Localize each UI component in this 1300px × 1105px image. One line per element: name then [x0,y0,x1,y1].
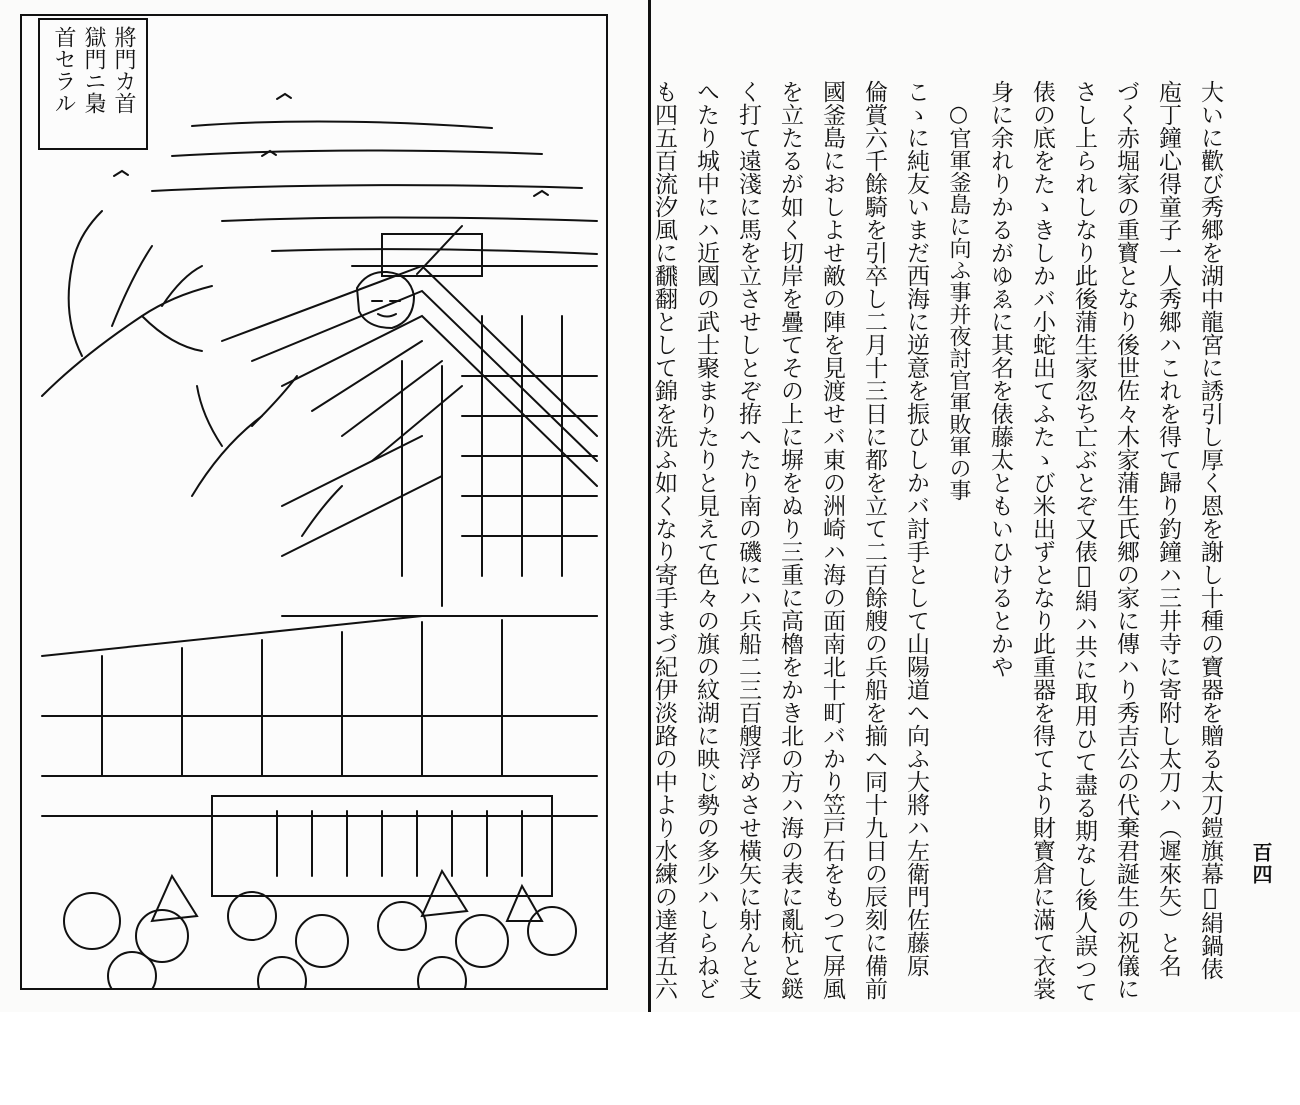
text-line: へたり城中にハ近國の武士聚まりたりと見えて色々の旗の紋湖に映じ勢の多少ハしらねど [693,80,719,1000]
caption-line: 獄門ニ梟 [81,26,106,114]
text-line: 庖丁鐘心得童子一人秀郷ハこれを得て歸り釣鐘ハ三井寺に寄附し太刀ハ（遲來矢）と名 [1155,80,1181,977]
section-heading: ○官軍釜島に向ふ事并夜討官軍敗軍の事 [946,102,971,501]
right-page [651,0,1300,1012]
page-number: 百四 [1249,842,1273,886]
text-line: 大いに歡び秀郷を湖中龍宮に誘引し厚く恩を謝し十種の寶器を贈る太刀鎧旗幕𩀱絹鍋俵 [1197,80,1223,980]
text-line: 倫賞六千餘騎を引卒し二月十三日に都を立て二百餘艘の兵船を揃へ同十九日の辰刻に備前 [861,80,887,1000]
text-line: く打て遠淺に馬を立させしとぞ拵へたり南の磯にハ兵船二三百艘浮めさせ橫矢に射んと支 [735,80,761,1000]
text-line: 國釜島におしよせ敵の陣を見渡せバ東の洲崎ハ海の面南北十町バかり笠戸石をもつて屏風 [819,80,845,1000]
text-line: も四五百流汐風に飜翻として錦を洗ふ如くなり寄手まづ紀伊淡路の中より水練の達者五六 [651,80,677,1000]
illustration-caption [38,18,148,150]
text-line: 俵の底をたゝきしかバ小蛇出てふたゝび米出ずとなり此重器を得てより財寳倉に滿て衣裳 [1029,80,1055,1000]
bottom-margin [0,1012,1300,1105]
text-line: こゝに純友いまだ西海に逆意を振ひしかバ討手として山陽道へ向ふ大將ハ左衛門佐藤原 [903,80,929,977]
text-line: 身に余れりかるがゆゑに其名を俵藤太ともいひけるとかや [987,80,1013,678]
text-line: づく赤堀家の重寳となり後世佐々木家蒲生氏郷の家に傳ハり秀吉公の代棄君誕生の祝儀に [1113,80,1139,1000]
illustration-drawing [22,16,608,990]
text-line: を立たるが如く切岸を疊てその上に塀をぬり三重に高櫓をかき北の方ハ海の表に亂杭と鎹 [777,80,803,1000]
left-page [0,0,650,1012]
illustration [20,14,608,990]
caption-line: 將門カ首 [111,26,136,114]
text-block [651,80,1229,1010]
caption-line: 首セラル [51,26,76,114]
text-line: さし上られしなり此後蒲生家忽ち亡ぶとぞ又俵𩀱絹ハ共に取用ひて盡る期なし後人誤つて [1071,80,1097,1003]
